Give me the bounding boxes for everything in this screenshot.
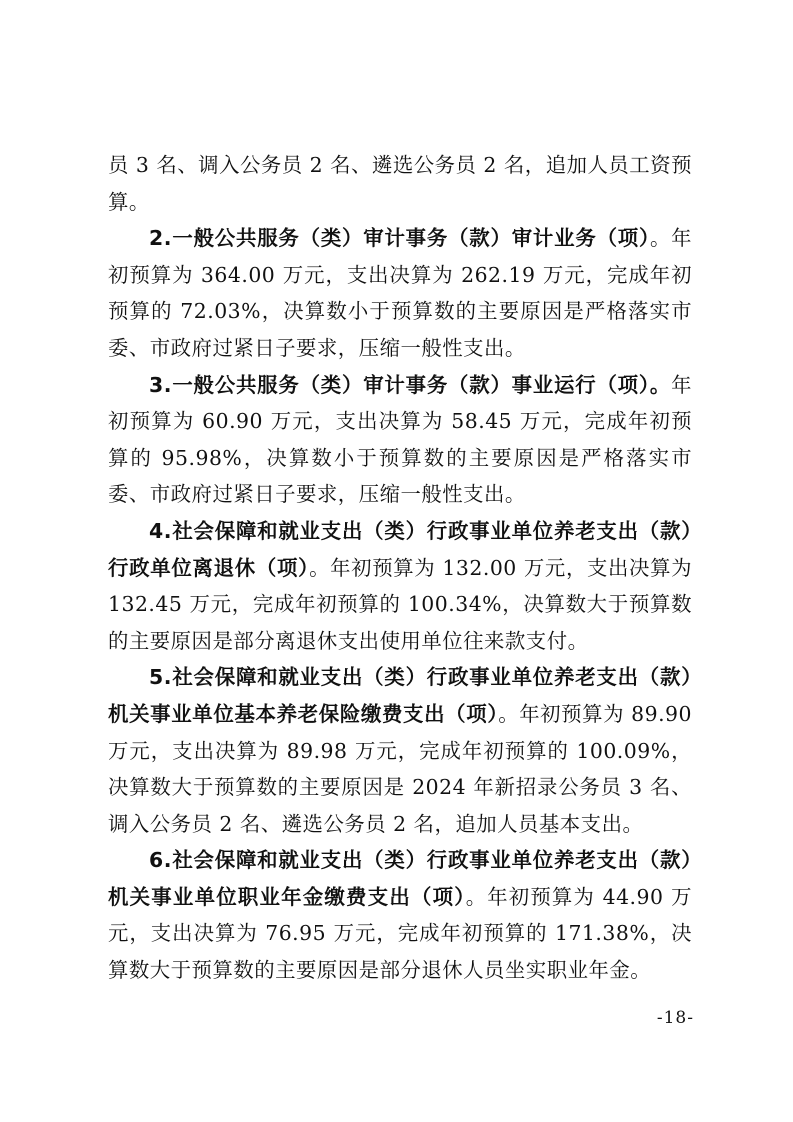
paragraph-text: 。年初预算为 364.00 万元，支出决算为 262.19 万元，完成年初预算的 72.03%，决算数小于预算数的主要原因是严格落实市委、市政府过紧日子要求，压缩一般性支出。	[108, 226, 693, 360]
paragraph-text: 。年初预算为 89.90 万元，支出决算为 89.98 万元，完成年初预算的 100.09%，决算数大于预算数的主要原因是 2024 年新招录公务员 3 名、调入公务员 2 名、遴选公务员 2 名，追加人员基本支出。	[108, 701, 693, 836]
item-heading: 2.一般公共服务（类）审计事务（款）审计业务（项）	[149, 226, 650, 251]
paragraph-item-3	[108, 367, 692, 513]
item-heading: 5.社会保障和就业支出（类）行政事业单位养老支出（款）机关事业单位基本养老保险缴费支出（项）	[108, 665, 692, 726]
paragraph-item-6	[108, 842, 692, 988]
paragraph-text: 员 3 名、调入公务员 2 名、遴选公务员 2 名，追加人员工资预算。	[108, 153, 692, 214]
paragraph-item-4	[108, 513, 692, 659]
paragraph-item-2	[108, 220, 692, 366]
page-number: -18-	[656, 1008, 694, 1028]
item-heading: 4.社会保障和就业支出（类）行政事业单位养老支出（款）行政单位离退休（项）	[108, 518, 692, 580]
document-body	[108, 147, 692, 989]
paragraph-text: 。年初预算为 132.00 万元，支出决算为 132.45 万元，完成年初预算的 100.34%，决算数大于预算数的主要原因是部分离退休支出使用单位往来款支付。	[108, 555, 692, 653]
paragraph-item-5	[108, 659, 692, 842]
item-heading: 6.社会保障和就业支出（类）行政事业单位养老支出（款）机关事业单位职业年金缴费支出（项）	[108, 848, 692, 909]
item-heading: 3.一般公共服务（类）审计事务（款）事业运行（项）。	[149, 372, 672, 397]
paragraph-text: 。年初预算为 44.90 万元，支出决算为 76.95 万元，完成年初预算的 171.38%，决算数大于预算数的主要原因是部分退休人员坐实职业年金。	[108, 884, 692, 983]
paragraph-continuation	[108, 147, 692, 220]
paragraph-text: 年初预算为 60.90 万元，支出决算为 58.45 万元，完成年初预算的 95.98%，决算数小于预算数的主要原因是严格落实市委、市政府过紧日子要求，压缩一般性支出。	[108, 372, 692, 507]
